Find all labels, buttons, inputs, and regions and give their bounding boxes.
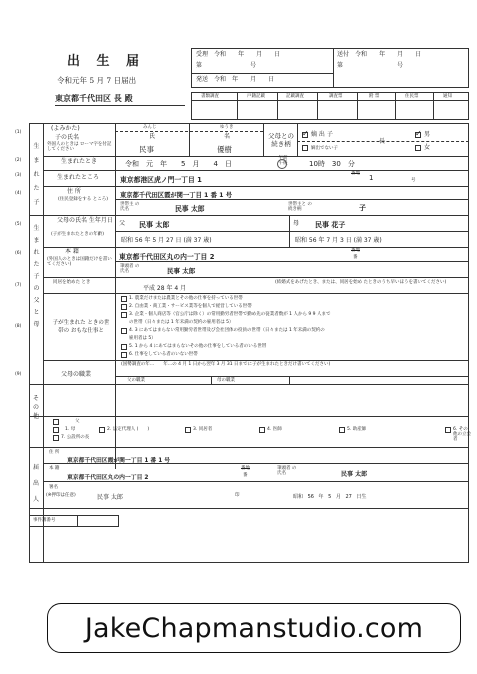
child-address[interactable]: 東京都千代田区霞が関一丁目 1 番 1 号: [120, 192, 232, 199]
notifier-doctor-checkbox[interactable]: [259, 427, 265, 433]
male-checkbox[interactable]: [415, 132, 421, 138]
main-form-frame: [29, 123, 469, 563]
parents-honseki[interactable]: 東京都千代田区丸の内一丁目 2: [119, 253, 215, 261]
notifier-guardian-checkbox[interactable]: [99, 427, 105, 433]
nonmarital-child-checkbox[interactable]: [302, 145, 308, 151]
notifier-honseki[interactable]: 東京都千代田区丸の内一丁目 2: [67, 475, 149, 481]
child-given-name[interactable]: 優樹: [217, 145, 232, 154]
householder-relation[interactable]: 子: [359, 204, 366, 212]
other-label: そ の 他: [33, 395, 40, 420]
birth-place[interactable]: 東京都港区虎ノ門一丁目 1: [120, 176, 202, 184]
side-label-child: 生まれた子: [33, 143, 40, 206]
notifier-other-checkbox[interactable]: [445, 427, 451, 433]
watermark-banner: [47, 603, 461, 653]
notifier-midwife-checkbox[interactable]: [339, 427, 345, 433]
mother-name[interactable]: 民事 花子: [315, 221, 346, 229]
female-checkbox[interactable]: [415, 145, 421, 151]
notifier-facility-checkbox[interactable]: [53, 435, 59, 441]
addressed-office: 東京都千代田区 長 殿: [55, 93, 133, 103]
legitimate-child-checkbox[interactable]: [302, 132, 308, 138]
householder-name[interactable]: 民事 太郎: [175, 205, 205, 213]
seal-mark: 印: [235, 493, 240, 498]
notifier-father-checkbox[interactable]: [53, 419, 59, 425]
father-name[interactable]: 民事 太郎: [139, 221, 170, 229]
cohabitation-date[interactable]: 平成 28 年 4 月: [143, 285, 187, 292]
father-birthdate[interactable]: 昭和 56 年 5 月 27 日 (満 37 歳): [121, 237, 212, 244]
notifier-head-name[interactable]: 民事 太郎: [341, 471, 368, 478]
mother-birthdate[interactable]: 昭和 56 年 7 月 3 日 (満 37 歳): [295, 237, 382, 244]
notifier-mother-checkbox[interactable]: [53, 427, 59, 433]
birth-date[interactable]: 令和 元 年 5 月 4 日: [125, 160, 232, 168]
birth-registration-form: 出 生 届 令和元年 5 月 7 日届出 東京都千代田区 長 殿 受理 令和 年 月 日 第 号 発送 令和 年 月 日 送付 令和 年 月 日 第 号 書類調査 戸籍記載 記載調査 調査票 附 票 住民票 通知 (1) (2) (3) (4) (5) (6) (7) (8) (9) 生まれた子 生まれた子の父と母 (よみかた) 子の氏名 外国人のときは ローマ字を付記 してください みんじ ゆうき 氏 名 民事 優樹 父母との続き柄 ✓ 嫡 出 子 長 ✓ 男 嫡出でない子 女 生まれたとき 令和 元 年 5 月 4 日 午前 午後 10時 30 分 生まれたところ 東京都港区虎ノ門一丁目 1 番地 1 号 住 所 (住民登録をする ところ) 東京都千代田区霞が関一丁目 1 番 1 号 世帯主 の氏名 民事 太郎 世帯主と の続き柄 子 父母の氏名 生年月日 (子が生まれたときの年齢) 父 民事 太郎 母 民事 花子 昭和 56 年 5 月 27 日 (満 37 歳) 昭和 56 年 7 月 3 日 (満 37 歳) 本 籍 (外国人のときは国籍だけを書いてください) 東京都千代田区丸の内一丁目 2 番地 番 筆頭者 の氏名 民事 太郎 同居を始めた とき 平成 28 年 4 月 (結婚式をあげたとき、または、同居を始め たときのうち早いほうを書いてください) 子が生まれた ときの世帯の おもな仕事と 1. 農業だけまたは農業とその他の仕事を持っている世帯 2. 自由業・商工業・サービス業等を個人で経営している世帯 3. 企業・個人商店等（官公庁は除く）の常用勤労者世帯で勤め先の従業者数が 1 人から 9 9 人まで の世帯（日々または 1 年未満の契約の雇用者は 5） 4. 3 にあてはまらない常用勤労者世帯及び会社団体の役員の世帯（日々または 1 年未満の契約の 雇用者は 5） 5. 1 から 4 にあてはまらないその他の仕事をしている者のいる世帯 6. 仕事をしている者のいない世帯 父母の職業 (国勢調査の年… 年…の 4 月 1 日から翌年 3 月 31 日までに子が生まれたときだけ書いてください) 父の職業 母の職業 そ の 他 父 1. 母 2. 法定代理人 ( ) 3. 同居者 4. 医師 5. 助産師 6. その他の立会者 7. 公設所の長 届 出 人 住 所 東京都千代田区霞が関一丁目 1 番 1 号 本 籍 東京都千代田区丸の内一丁目 2 番地 番 筆頭者 の氏名 民事 太郎 署名 (※押印は任意) 民事 太郎 印 昭和 56 年 5 月 27 日生 事件簿番号: [15, 28, 471, 630]
notifier-address[interactable]: 東京都千代田区霞が関一丁目 1 番 1 号: [67, 458, 171, 464]
case-number-label: 事件簿番号: [33, 518, 56, 523]
filing-date: 令和元年 5 月 7 日届出: [57, 76, 137, 85]
side-label-parents: 生まれた子の父と母: [33, 225, 40, 328]
notifier-section-label: 届 出 人: [33, 464, 40, 503]
parents-head-name[interactable]: 民事 太郎: [167, 267, 196, 275]
watermark-text: JakeChapmanstudio.com: [84, 612, 424, 644]
form-title: 出 生 届: [67, 54, 146, 69]
notifier-signature[interactable]: 民事 太郎: [97, 494, 123, 501]
birth-time[interactable]: 10時 30 分: [309, 160, 355, 168]
notifier-cohabitant-checkbox[interactable]: [185, 427, 191, 433]
notifier-birthdate[interactable]: 昭和 56 年 5 月 27 日生: [293, 494, 367, 500]
child-surname[interactable]: 民事: [139, 145, 154, 154]
